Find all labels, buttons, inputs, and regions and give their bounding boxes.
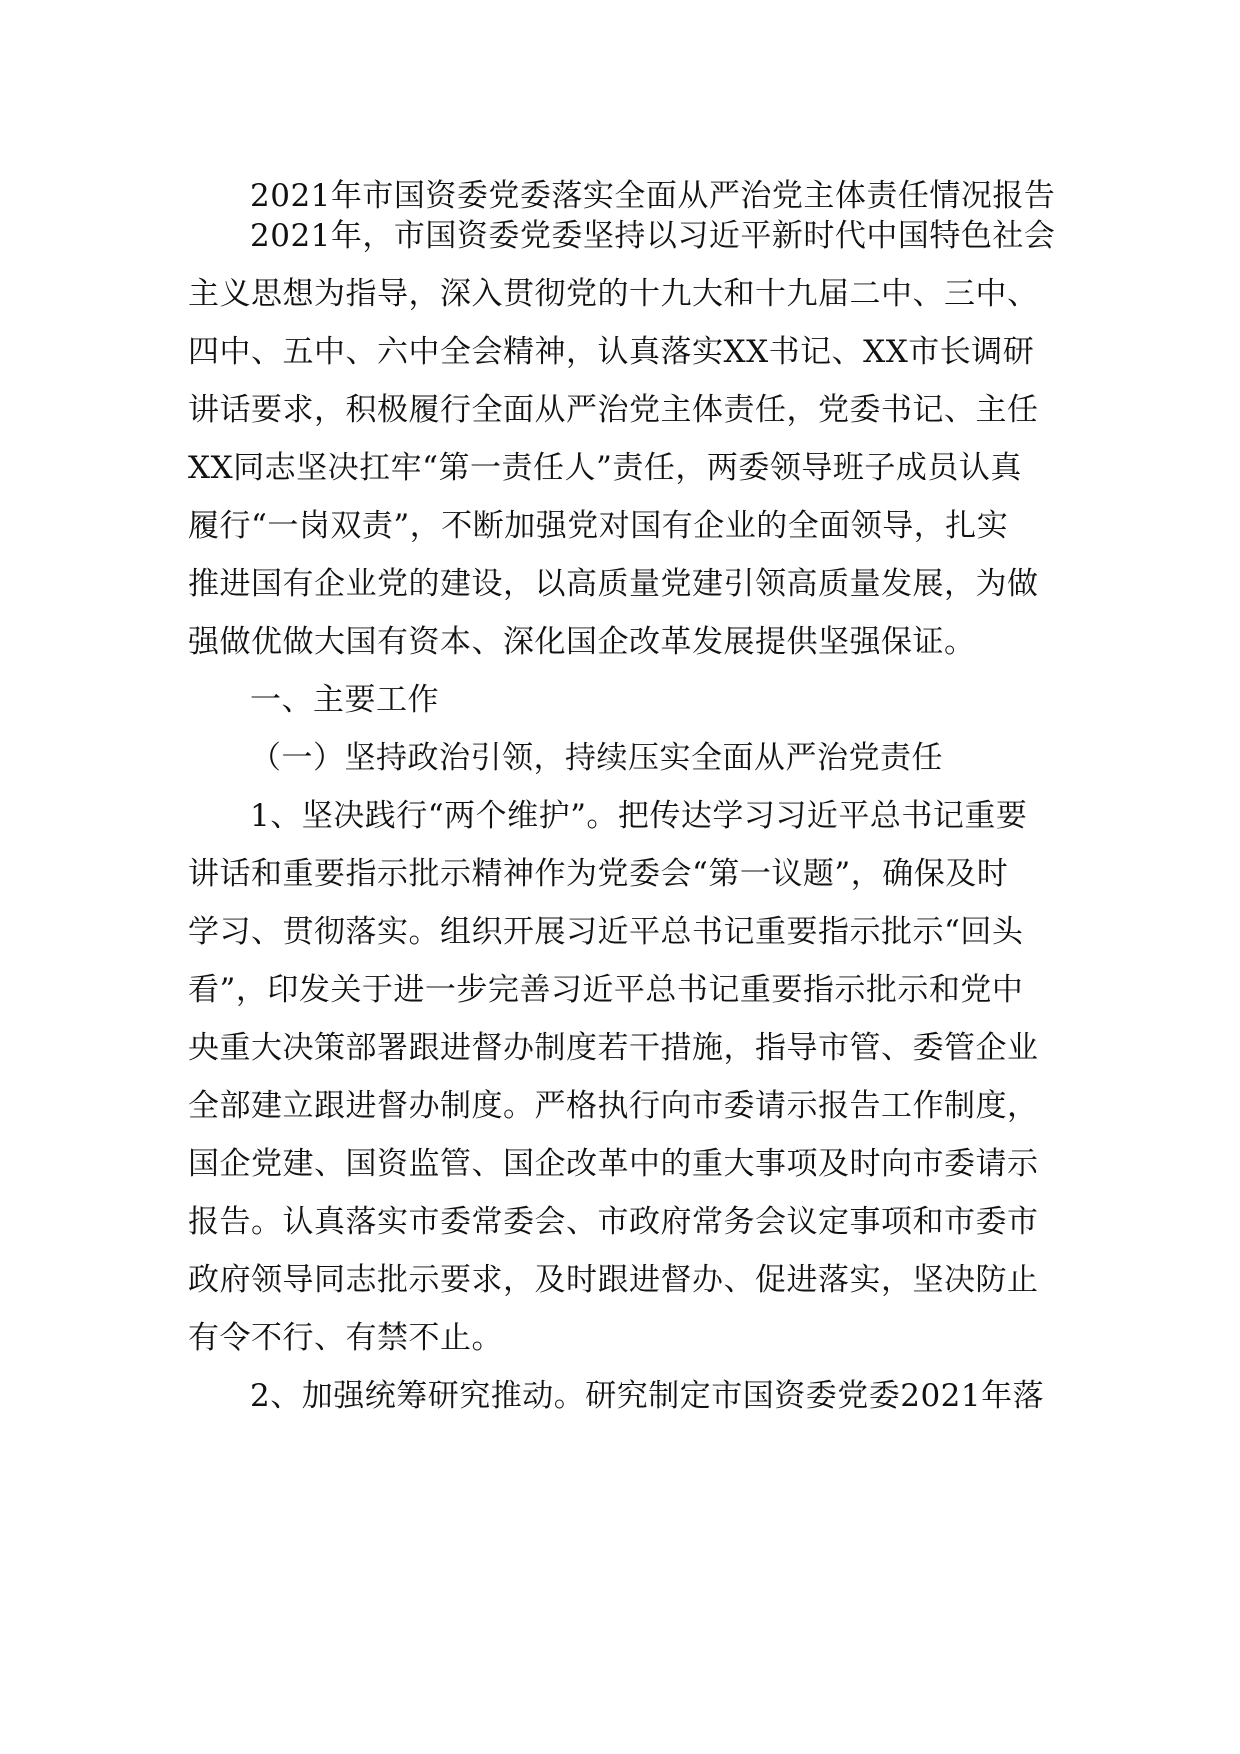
paragraph-line: 2、加强统筹研究推动。研究制定市国资委党委2021年落 (250, 1378, 1045, 1414)
paragraph-line: 报告。认真落实市委常委会、市政府常务会议定事项和市委市 (188, 1204, 1039, 1240)
paragraph-line: 讲话要求，积极履行全面从严治党主体责任，党委书记、主任 (188, 392, 1039, 428)
paragraph-line: 看”，印发关于进一步完善习近平总书记重要指示批示和党中 (188, 972, 1024, 1008)
paragraph-line: 有令不行、有禁不止。 (188, 1320, 503, 1356)
paragraph-line: 学习、贯彻落实。组织开展习近平总书记重要指示批示“回头 (188, 914, 1024, 950)
paragraph-line: 2021年，市国资委党委坚持以习近平新时代中国特色社会 (250, 218, 1056, 254)
paragraph-line: 主义思想为指导，深入贯彻党的十九大和十九届二中、三中、 (188, 276, 1039, 312)
paragraph-line: 政府领导同志批示要求，及时跟进督办、促进落实，坚决防止 (188, 1262, 1039, 1298)
document-title: 2021年市国资委党委落实全面从严治党主体责任情况报告 (250, 178, 1056, 214)
paragraph-line: 强做优做大国有资本、深化国企改革发展提供坚强保证。 (188, 624, 976, 660)
paragraph-line: 四中、五中、六中全会精神，认真落实XX书记、XX市长调研 (188, 334, 1035, 370)
paragraph-line: 国企党建、国资监管、国企改革中的重大事项及时向市委请示 (188, 1146, 1039, 1182)
subsection-heading: （一）坚持政治引领，持续压实全面从严治党责任 (250, 740, 943, 776)
paragraph-line: 讲话和重要指示批示精神作为党委会“第一议题”，确保及时 (188, 856, 1009, 892)
paragraph-line: 履行“一岗双责”，不断加强党对国有企业的全面领导，扎实 (188, 508, 1009, 544)
paragraph-line: 央重大决策部署跟进督办制度若干措施，指导市管、委管企业 (188, 1030, 1039, 1066)
paragraph-line: XX同志坚决扛牢“第一责任人”责任，两委领导班子成员认真 (188, 450, 1022, 486)
paragraph-line: 推进国有企业党的建设，以高质量党建引领高质量发展，为做 (188, 566, 1039, 602)
paragraph-line: 全部建立跟进督办制度。严格执行向市委请示报告工作制度， (188, 1088, 1039, 1124)
paragraph-line: 1、坚决践行“两个维护”。把传达学习习近平总书记重要 (250, 798, 1028, 834)
section-heading: 一、主要工作 (250, 682, 439, 718)
